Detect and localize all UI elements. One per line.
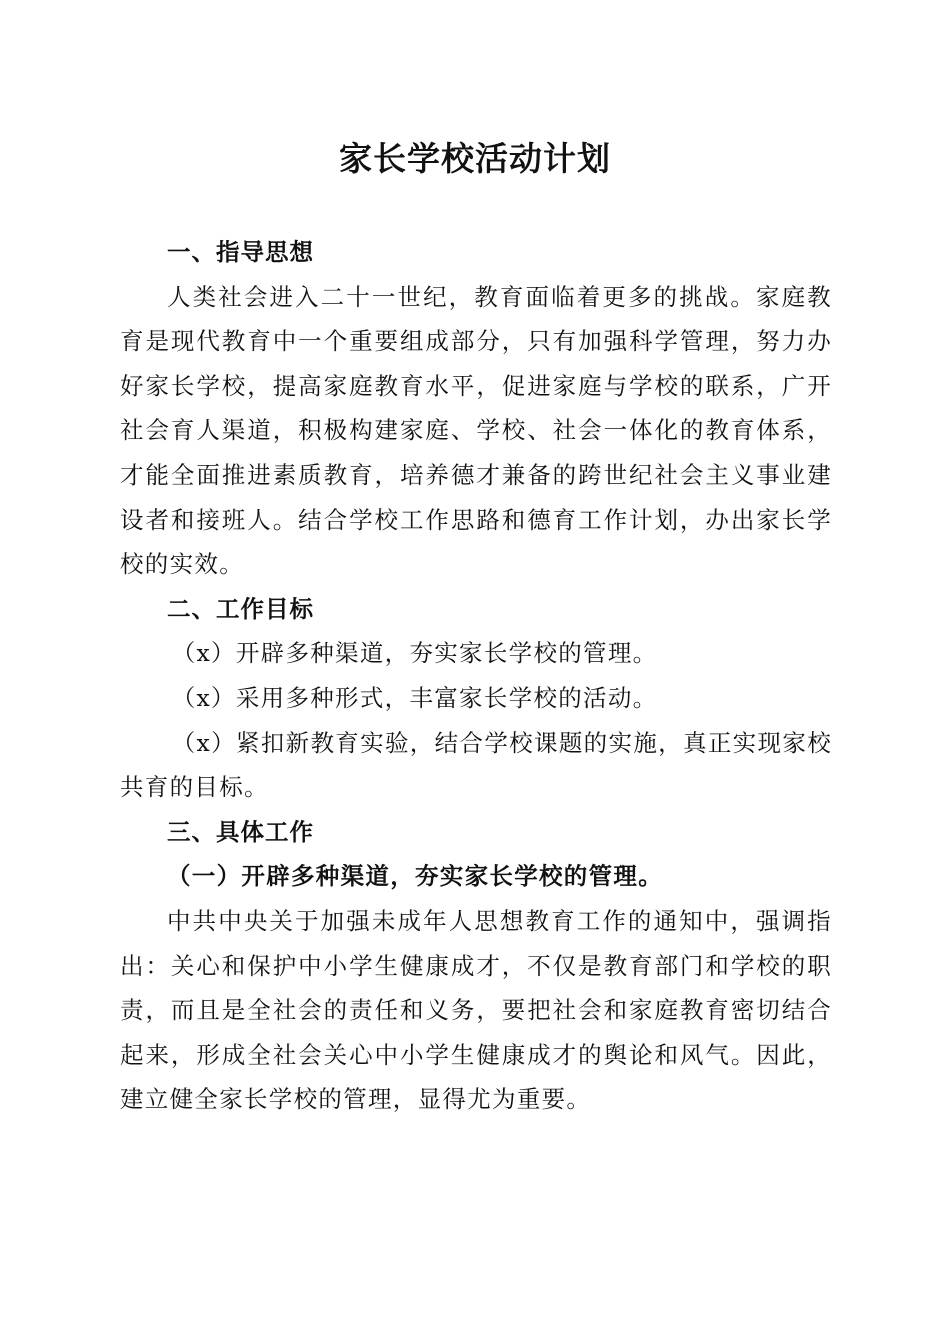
section-heading-work-goals: 二、工作目标 bbox=[167, 594, 314, 623]
document-body bbox=[120, 230, 832, 1122]
section-heading-guiding-ideology: 一、指导思想 bbox=[167, 238, 314, 266]
subsection-heading: （一）开辟多种渠道，夯实家长学校的管理。 bbox=[167, 862, 663, 891]
goal-item: （x）采用多种形式，丰富家长学校的活动。 bbox=[171, 683, 658, 712]
document-title: 家长学校活动计划 bbox=[339, 139, 611, 178]
paragraph-guiding-ideology: 人类社会进入二十一世纪，教育面临着更多的挑战。家庭教育是现代教育中一个重要组成部分，只有加强科学管理，努力办好家长学校，提高家庭教育水平，促进家庭与学校的联系，广开社会育人渠道，积极构建家庭、学校、社会一体化的教育体系，才能全面推进素质教育，培养德才兼备的跨世纪社会主义事业建设者和接班人。结合学校工作思路和德育工作计划，办出家长学校的实效。 bbox=[120, 282, 832, 579]
goal-item: （x）开辟多种渠道，夯实家长学校的管理。 bbox=[171, 639, 658, 668]
goal-item: （x）紧扣新教育实验，结合学校课题的实施，真正实现家校共育的目标。 bbox=[120, 728, 832, 802]
paragraph-specific-work: 中共中央关于加强未成年人思想教育工作的通知中，强调指出：关心和保护中小学生健康成才，不仅是教育部门和学校的职责，而且是全社会的责任和义务，要把社会和家庭教育密切结合起来，形成全社会关心中小学生健康成才的舆论和风气。因此，建立健全家长学校的管理，显得尤为重要。 bbox=[120, 906, 832, 1114]
section-heading-specific-work: 三、具体工作 bbox=[167, 817, 314, 846]
